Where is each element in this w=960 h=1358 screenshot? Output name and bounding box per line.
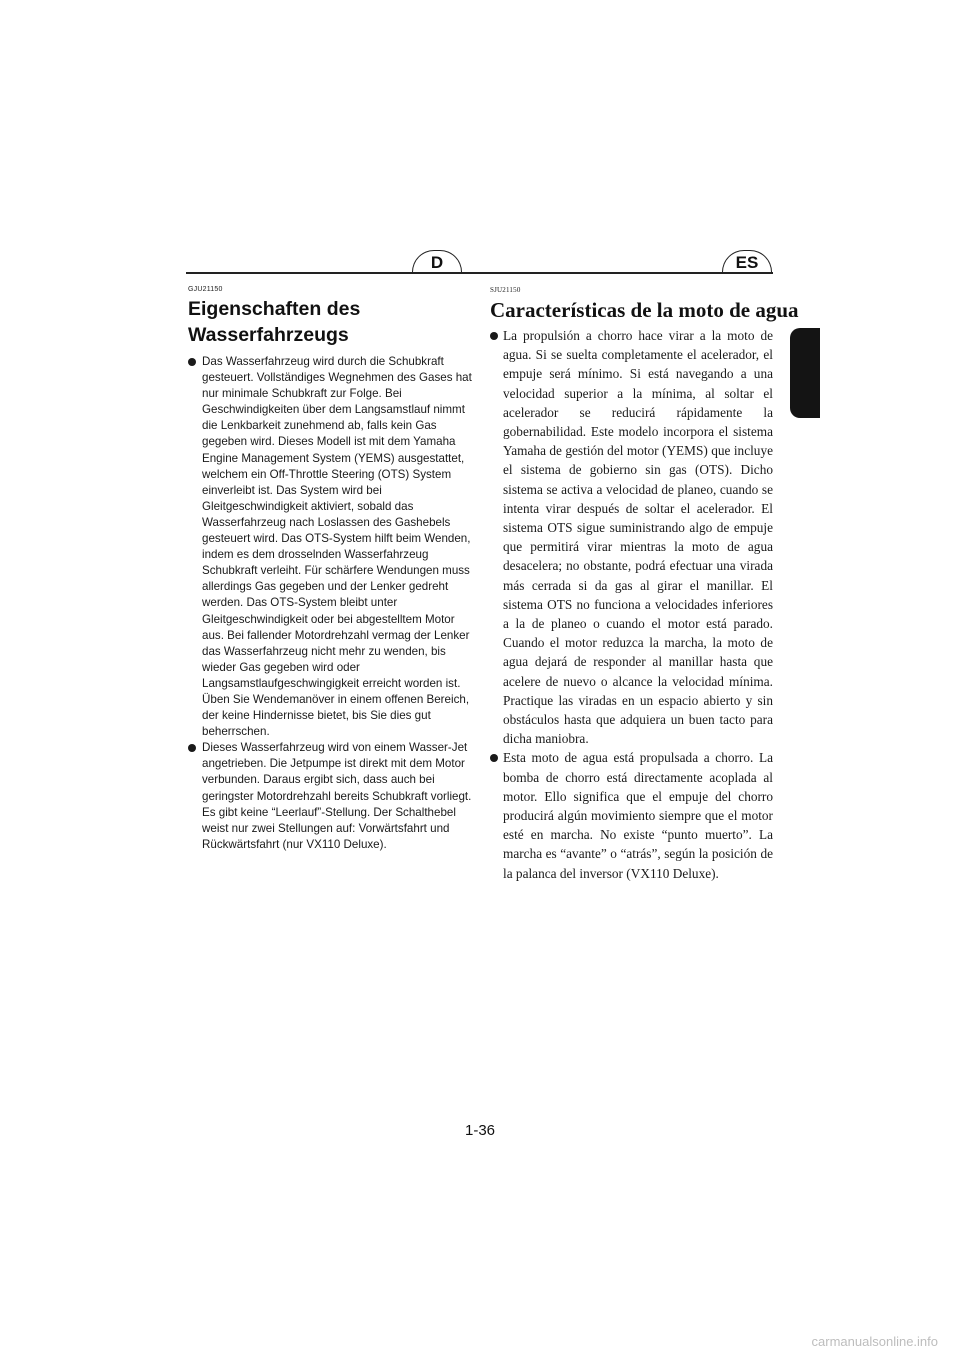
list-item-text: Esta moto de agua está propulsada a chorro. La bomba de chorro está directamente acoplada al motor. Ello significa que el empuje del chorro producirá algún movimiento siempre que el motor esté en marcha. No existe “punto muerto”. La marcha es “avante” o “atrás”, según la posición de la palanca del inversor (VX110 Deluxe).	[503, 750, 773, 881]
list-item-text: Das Wasserfahrzeug wird durch die Schubkraft gesteuert. Vollständiges Wegnehmen des Gases hat nur minimale Schubkraft zur Folge. Bei Geschwindigkeiten über dem Langsamstlauf nimmt die Lenkbarkeit zunehmend ab, falls kein Gas gegeben wird. Dieses Modell ist mit dem Yamaha Engine Management System (YEMS) ausgestattet, welchem ein Off-Throttle Steering (OTS) System einverleibt ist. Das System wird bei Gleitgeschwindigkeit aktiviert, sobald das Wasserfahrzeug nach Loslassen des Gashebels gesteuert wird. Das OTS-System hilft beim Wenden, indem es dem drosselnden Wasserfahrzeug Schubkraft verleiht. Für schärfere Wendungen muss allerdings Gas gegeben und der Lenker gedreht werden. Das OTS-System bleibt unter Gleitgeschwindigkeit oder bei abgestelltem Motor aus. Bei fallender Motordrehzahl vermag der Lenker das Wasserfahrzeug nicht mehr zu wenden, bis wieder Gas gegeben wird oder Langsamstlaufgeschwingigkeit erreicht worden ist. Üben Sie Wendemanöver in einem offenen Bereich, der keine Hindernisse bietet, bis Sie dies gut beherrschen.	[202, 355, 472, 739]
bullet-icon	[188, 358, 196, 366]
header-rule	[186, 272, 773, 274]
list-item	[188, 354, 472, 740]
page-number: 1-36	[464, 1122, 496, 1139]
list-item	[490, 748, 773, 882]
section-code-german: GJU21150	[188, 286, 223, 293]
section-title-german: Eigenschaften des Wasserfahrzeugs	[188, 298, 361, 346]
watermark: carmanualsonline.info	[811, 1334, 938, 1349]
bullet-icon	[490, 332, 498, 340]
list-item	[490, 326, 773, 748]
list-item-text: Dieses Wasserfahrzeug wird von einem Wasser-Jet angetrieben. Die Jetpumpe ist direkt mit dem Motor verbunden. Daraus ergibt sich, dass auch bei geringster Motordrehzahl bereits Schubkraft vorliegt. Es gibt keine “Leerlauf”-Stellung. Der Schalthebel weist nur zwei Stellungen auf: Vorwärtsfahrt und Rückwärtsfahrt (nur VX110 Deluxe).	[202, 741, 472, 851]
language-tab-german: D	[412, 250, 462, 272]
section-title-spanish: Características de la moto de agua	[490, 298, 799, 322]
bullet-icon	[490, 754, 498, 762]
language-tab-spanish: ES	[722, 250, 772, 272]
list-item-text: La propulsión a chorro hace virar a la moto de agua. Si se suelta completamente el acelerador, el empuje será mínimo. Si está navegando a una velocidad superior a la mínima, al soltar el acelerador se reducirá rápidamente la gobernabilidad. Este modelo incorpora el sistema Yamaha de gestión del motor (YEMS) que incluye el sistema de gobierno sin gas (OTS). Dicho sistema se activa a velocidad de planeo, cuando se intenta virar después de soltar el acelerador. El sistema OTS sigue suministrando algo de empuje que permitirá virar mientras la moto de agua desacelera; no obstante, podrá efectuar una virada más cerrada si da gas al girar el manillar. El sistema OTS no funciona a velocidades inferiores a la de planeo o cuando el motor está parado. Cuando el motor reduzca la marcha, la moto de agua dejará de responder al manillar hasta que acelere de nuevo o alcance la velocidad mínima. Practique las viradas en un espacio abierto y sin obstáculos hasta que adquiera un buen tacto para dicha maniobra.	[503, 328, 773, 747]
chapter-side-tab	[790, 328, 820, 418]
bullet-list-spanish	[490, 326, 773, 883]
bullet-icon	[188, 744, 196, 752]
list-item	[188, 740, 472, 853]
bullet-list-german	[188, 354, 472, 853]
spanish-column	[490, 286, 799, 883]
section-code-spanish: SJU21150	[490, 286, 521, 294]
german-column	[188, 286, 472, 853]
